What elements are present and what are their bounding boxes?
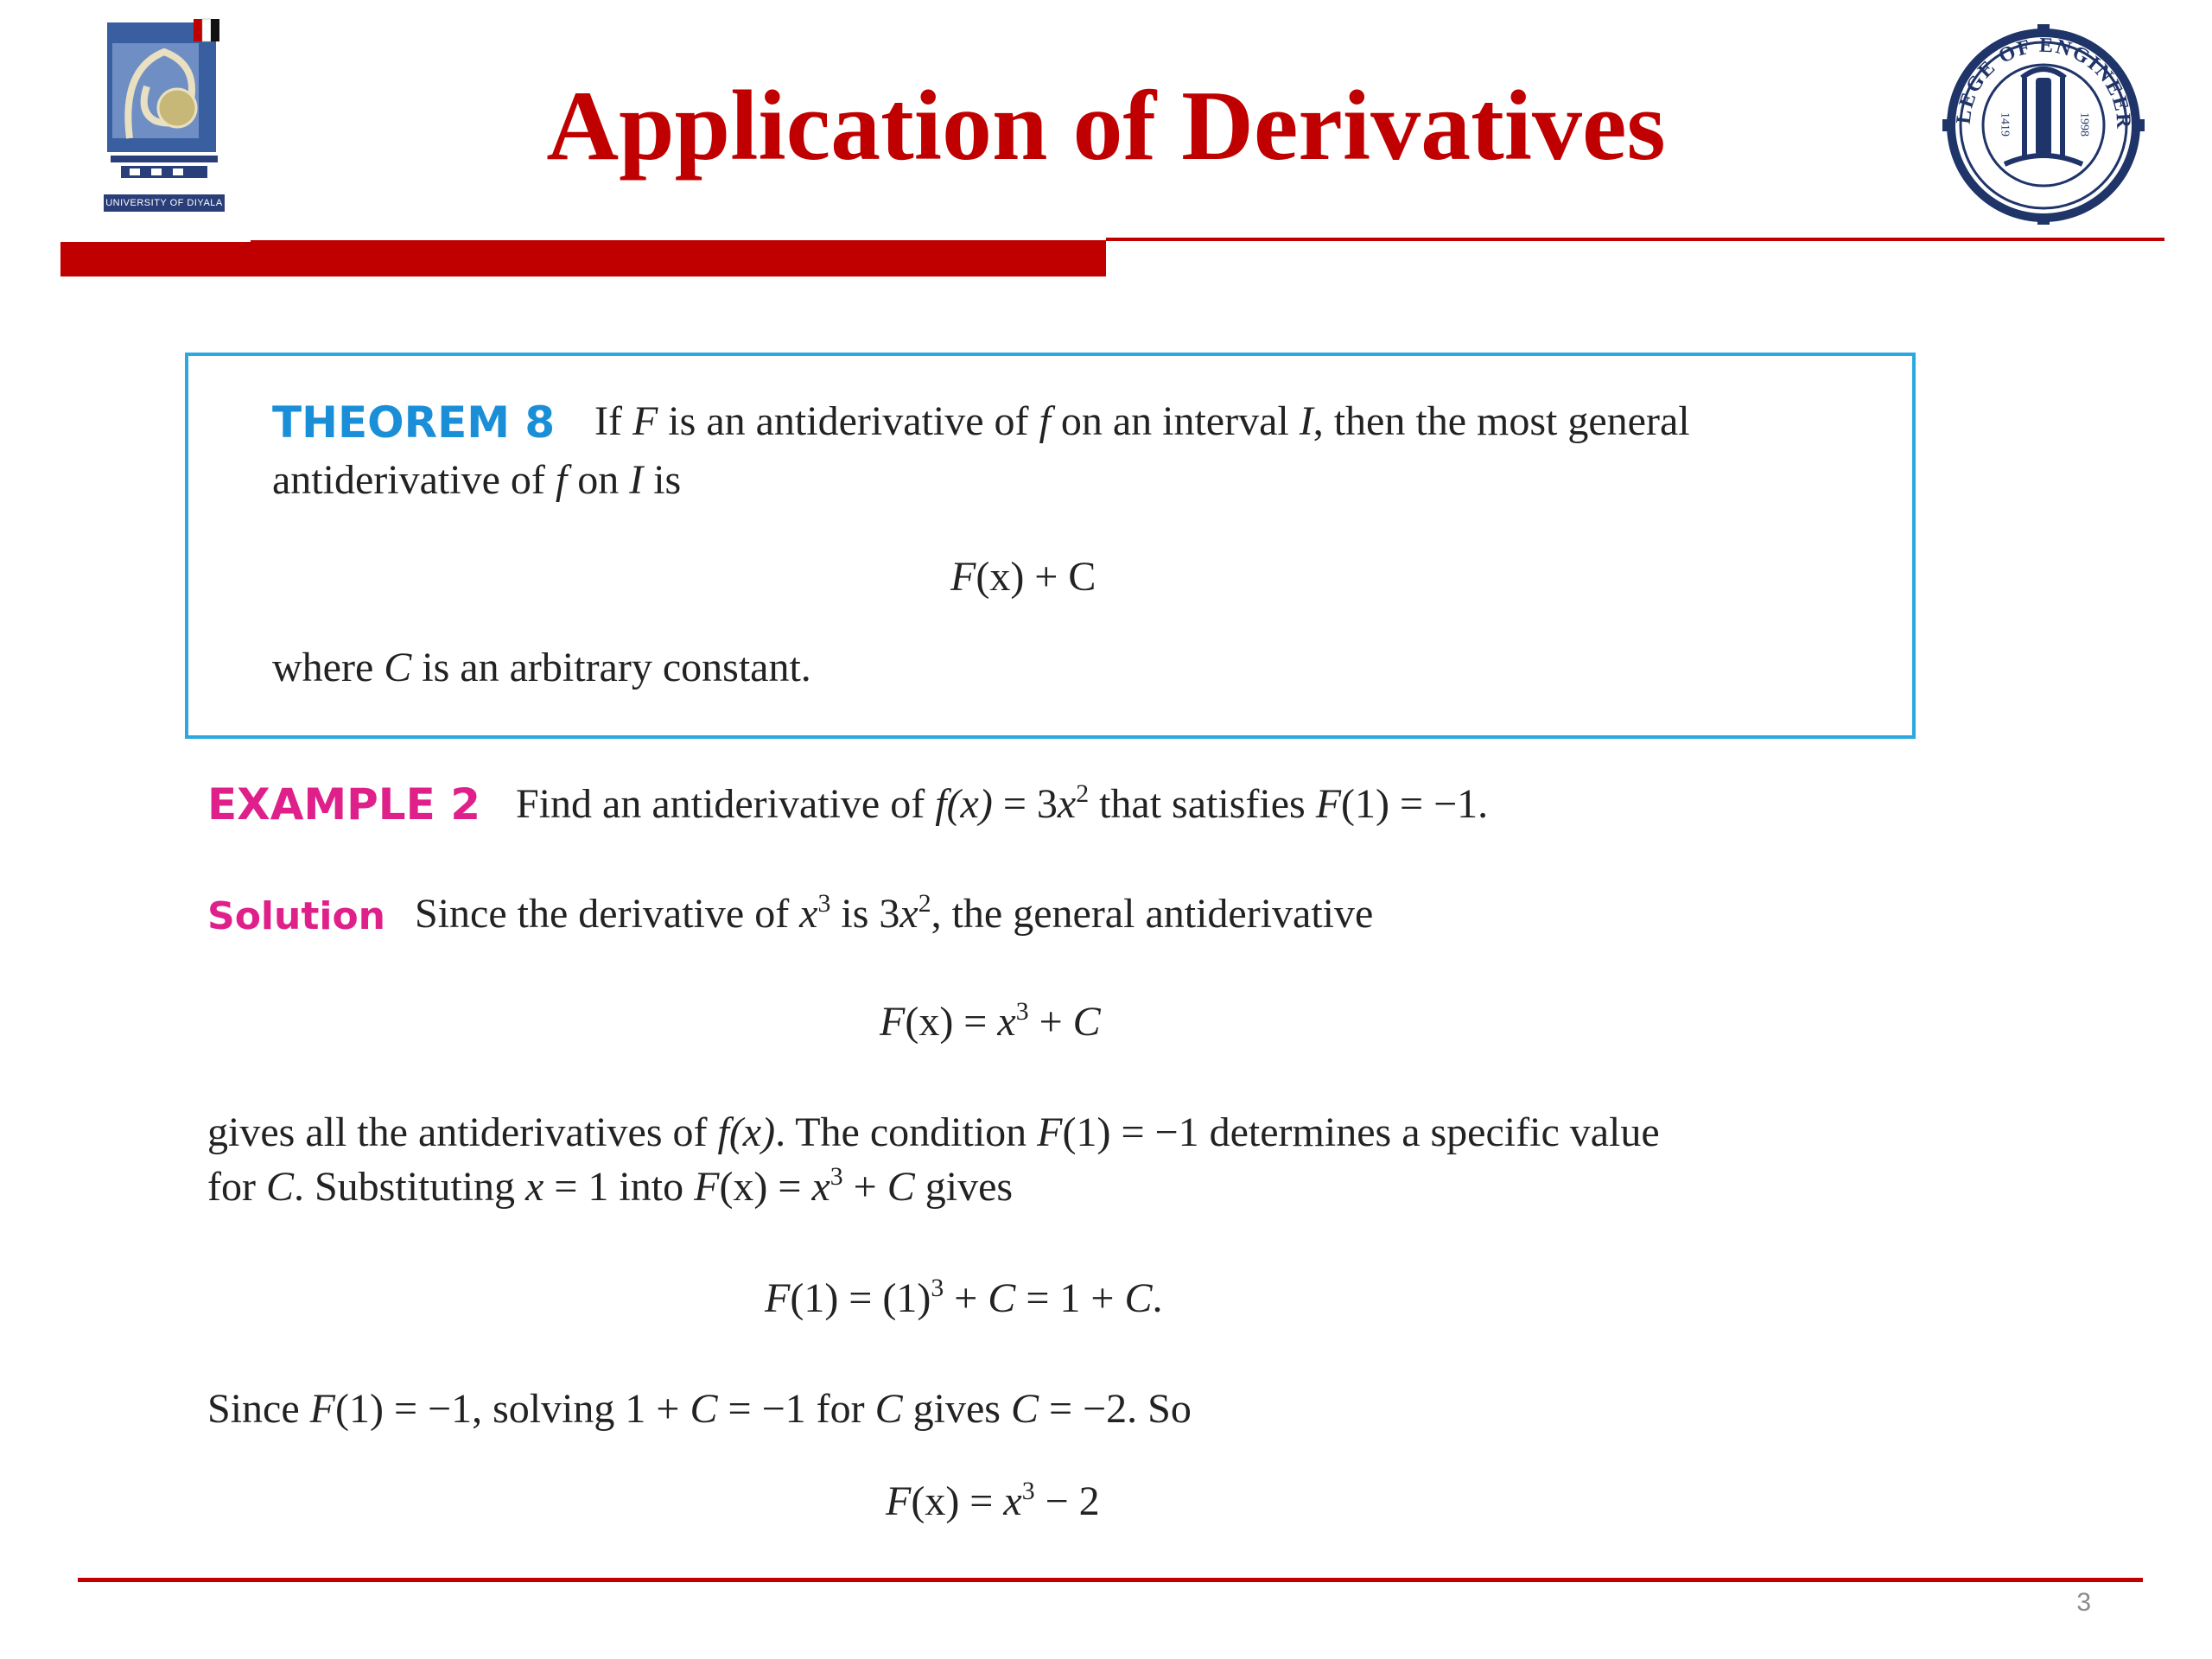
college-seal-icon: [1936, 17, 2152, 225]
solution-formula-3: $F(x) = x^3 - 2$: [886, 1476, 1100, 1524]
solution-paragraph-3: Since F(1) = −1, solving 1 + C = −1 for C gives C = −2. So: [207, 1386, 1192, 1432]
theorem-line-2: antiderivative of f on I is: [272, 457, 682, 503]
theorem-label: THEOREM 8: [272, 397, 556, 448]
seal-years-left: 1419: [1998, 112, 2012, 137]
header-red-bar: [60, 240, 1106, 276]
solution-label: Solution: [207, 894, 385, 938]
example-statement: Find an antiderivative of $f(x) = 3x^2$ that satisfies F(1) = −1.: [516, 779, 1489, 827]
theorem-formula: F(x) + C: [950, 554, 1096, 600]
theorem-line-1: If F is an antiderivative of f on an interval I, then the most general: [594, 398, 1690, 444]
page-number: 3: [2076, 1588, 2091, 1617]
solution-line-1: Since the derivative of $x^3$ is $3x^2$, the general antiderivative: [415, 888, 1374, 937]
logo-caption: UNIVERSITY OF DIYALA: [104, 194, 225, 212]
solution-paragraph-2: for C. Substituting x = 1 into $F(x) = x^3 + C$ gives: [207, 1161, 1014, 1210]
example-label: EXAMPLE 2: [207, 779, 481, 830]
header-bar-notch: [60, 233, 251, 242]
solution-formula-2: $F(1) = (1)^3 + C = 1 + C$.: [765, 1273, 1163, 1321]
theorem-where-clause: where C is an arbitrary constant.: [272, 645, 811, 690]
footer-red-rule: [78, 1578, 2143, 1582]
seal-ring-text: LEGE OF ENGINEER: [1952, 34, 2135, 131]
solution-paragraph-1: gives all the antiderivatives of f(x). The condition F(1) = −1 determines a specific value: [207, 1109, 1660, 1155]
header-red-rule: [1106, 238, 2164, 241]
solution-formula-1: $F(x) = x^3 + C$: [880, 996, 1101, 1045]
seal-years-right: 1998: [2077, 112, 2091, 137]
page-title: Application of Derivatives: [546, 71, 1666, 181]
college-of-engineering-seal: [1936, 17, 2152, 225]
